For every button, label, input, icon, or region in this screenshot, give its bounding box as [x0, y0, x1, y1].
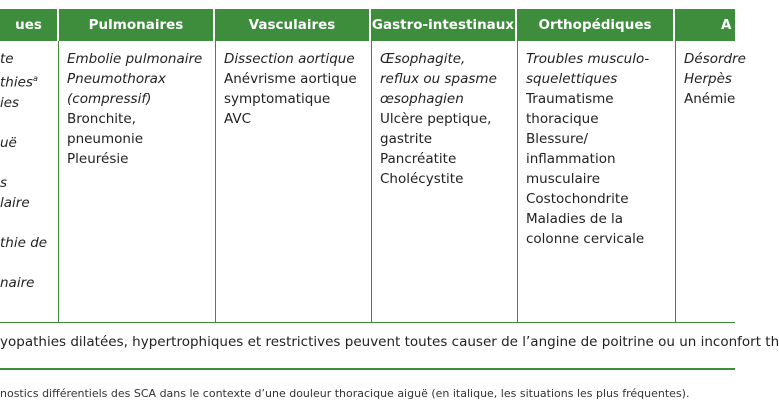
diagnosis-item: [0, 273, 58, 293]
diagnosis-item: [67, 109, 215, 149]
diagnosis-text: [0, 255, 4, 271]
diagnosis-item: [0, 253, 58, 273]
diagnosis-text: Ulcère peptique, gastrite: [380, 111, 492, 147]
column-pulmonaires: [58, 41, 215, 322]
diagnosis-item: [0, 193, 58, 213]
diagnosis-text: Traumatisme thoracique: [526, 91, 614, 127]
header-pulmonaires: Pulmonaires: [59, 9, 213, 41]
diagnosis-item: [526, 89, 675, 129]
diagnosis-text: s: [0, 174, 8, 191]
diagnosis-text: [0, 155, 4, 171]
column-gastro-intestinaux: [371, 41, 517, 322]
diagnosis-text: thies: [0, 74, 33, 91]
table-footnote: [0, 322, 779, 368]
header-cardiaques: ues: [0, 9, 57, 41]
table-header-row: [0, 9, 735, 41]
diagnosis-item: [0, 133, 58, 153]
diagnosis-item: [684, 89, 735, 109]
diagnosis-text: te: [0, 51, 14, 67]
diagnosis-item: [0, 49, 58, 69]
diagnosis-item: [684, 49, 746, 69]
column-cardiaques: [0, 41, 58, 322]
diagnosis-item: [0, 173, 58, 193]
diagnosis-text: Désordre: [684, 51, 746, 67]
diagnosis-text: Bronchite, pneumonie: [67, 111, 144, 147]
diagnosis-item: [380, 169, 517, 189]
diagnosis-item: [380, 109, 517, 149]
diagnosis-item: [67, 49, 215, 69]
diagnosis-item: [380, 149, 517, 169]
diagnosis-item: [526, 129, 675, 189]
diagnosis-text: Embolie pulmonaire: [67, 51, 203, 67]
diagnosis-text: naire: [0, 274, 35, 291]
diagnosis-text: laire: [0, 194, 30, 211]
diagnosis-item: [526, 49, 675, 89]
diagnosis-item: [0, 113, 58, 133]
diagnosis-text: Pneumothorax (compressif): [67, 71, 166, 107]
diagnosis-text: Herpès: [684, 71, 732, 87]
diagnosis-text: Pleurésie: [67, 151, 129, 167]
column-orthopediques: [517, 41, 675, 322]
diagnosis-text: Blessure/ inflammation musculaire: [526, 131, 616, 187]
diagnosis-item: [684, 69, 735, 89]
diagnosis-item: [526, 189, 675, 209]
diagnosis-text: Anémie: [684, 91, 736, 107]
diagnosis-item: [0, 93, 58, 113]
diagnosis-text: Cholécystite: [380, 171, 464, 187]
diagnosis-text: [0, 215, 4, 231]
diagnosis-item: [224, 69, 371, 109]
diagnosis-item: [0, 153, 58, 173]
diagnosis-item: [67, 69, 215, 109]
column-autres: [675, 41, 746, 322]
column-vasculaires: [215, 41, 371, 322]
header-gastro-intestinaux: Gastro-intestinaux: [371, 9, 515, 41]
diagnosis-text: Pancréatite: [380, 151, 457, 167]
diagnosis-text: Œsophagite, reflux ou spasme œsophagien: [380, 51, 497, 107]
diagnosis-item: [0, 213, 58, 233]
table-caption: nostics différentiels des SCA dans le contexte d’une douleur thoracique aiguë (en italique, les situations les plus fréquentes).: [0, 387, 690, 400]
diagnosis-text: AVC: [224, 111, 252, 127]
diagnosis-item: [0, 69, 58, 93]
header-autres: A: [675, 9, 735, 41]
diagnosis-text: Troubles musculo- squelettiques: [526, 51, 650, 87]
diagnosis-text: Maladies de la colonne cervicale: [526, 211, 645, 247]
footnote-marker: a: [32, 74, 38, 83]
diagnosis-item: [526, 209, 675, 249]
diagnosis-item: [0, 233, 58, 253]
diagnosis-text: Anévrisme aortique symptomatique: [224, 71, 357, 107]
diagnosis-item: [224, 49, 371, 69]
diagnosis-item: [67, 149, 215, 169]
diagnosis-text: thie de: [0, 234, 48, 251]
footnote-text: yopathies dilatées, hypertrophiques et restrictives peuvent toutes causer de l’angine de poitrine ou un inconfort th: [0, 334, 779, 350]
diagnosis-text: Costochondrite: [526, 191, 629, 207]
diagnosis-text: ies: [0, 94, 20, 111]
diagnosis-item: [224, 109, 371, 129]
diagnosis-text: uë: [0, 134, 17, 151]
header-orthopediques: Orthopédiques: [517, 9, 673, 41]
diagnosis-item: [380, 49, 517, 109]
header-vasculaires: Vasculaires: [215, 9, 369, 41]
diagnosis-text: [0, 115, 4, 131]
diagnosis-text: Dissection aortique: [224, 51, 355, 67]
